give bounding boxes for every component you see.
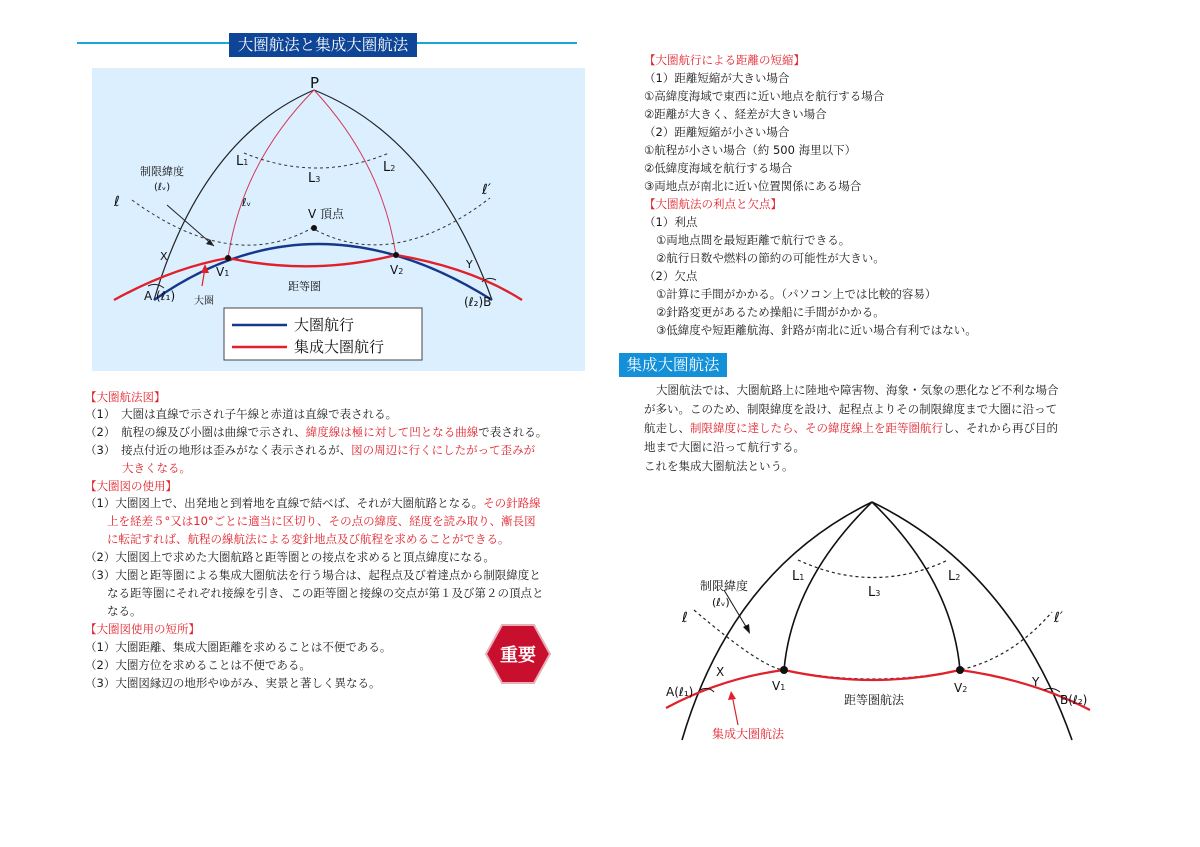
- left-line-2: （2） 航程の線及び小圏は曲線で示され、緯度線は極に対して凹となる曲線で表される。: [85, 425, 548, 439]
- f2-label-ell: ℓ: [682, 610, 688, 626]
- adv-line-7: ③低緯度や短距離航海、針路が南北に近い場合有利ではない。: [656, 323, 977, 337]
- use-line-3b: なる距等圏にそれぞれ接線を引き、この距等圏と接線の交点が第１及び第２の頂点と: [107, 586, 544, 600]
- meridian-left: [154, 90, 314, 300]
- f2-label-v1: V1: [772, 679, 786, 693]
- left-heading-3: 【大圏図使用の短所】: [85, 622, 200, 636]
- composite-route: [114, 255, 522, 300]
- adv-line-5: ①計算に手間がかかる。（パソコン上では比較的容易）: [656, 287, 937, 301]
- f2-label-b: B(ℓ₂): [1060, 693, 1088, 707]
- f2-label-l3: L3: [868, 585, 881, 600]
- f2-label-v2: V2: [954, 681, 968, 695]
- label-ellv: ℓᵥ: [242, 196, 252, 209]
- f2-label-ell-prime: ℓ′: [1054, 610, 1063, 626]
- label-y: Y: [466, 258, 473, 271]
- great-circle-diagram: [92, 68, 585, 371]
- left-line-1: （1） 大圏は直線で示され子午線と赤道は直線で表される。: [85, 407, 398, 421]
- adv-line-4: （2）欠点: [644, 269, 698, 283]
- composite-diagram: [612, 490, 1132, 750]
- adv-line-2: ①両地点間を最短距離で航行できる。: [656, 233, 851, 247]
- f2-label-limit-sym: (ℓᵥ): [712, 596, 730, 609]
- para-line-1: 大圏航法では、大圏航路上に陸地や障害物、海象・気象の悪化など不利な場合: [656, 383, 1059, 397]
- left-heading-1: 【大圏航法図】: [85, 390, 166, 404]
- legend-composite-label: 集成大圏航行: [294, 338, 385, 356]
- badge-label: 重要: [500, 645, 536, 666]
- label-x: X: [160, 250, 168, 263]
- right-line-7: ③両地点が南北に近い位置関係にある場合: [644, 179, 862, 193]
- right-heading-2: 【大圏航法の利点と欠点】: [644, 197, 782, 211]
- f2-label-composite: 集成大圏航法: [712, 727, 785, 741]
- f2-limit-latitude-line: [694, 610, 1052, 679]
- composite-figure: [612, 490, 1132, 750]
- label-l3: L3: [308, 171, 321, 186]
- label-l1: L1: [236, 154, 249, 169]
- left-line-3: （3） 接点付近の地形は歪みがなく表示されるが、図の周辺に行くにしたがって歪みが: [85, 443, 536, 457]
- point-vertex: [311, 225, 317, 231]
- f2-label-l1: L1: [792, 569, 805, 584]
- label-ell-prime: ℓ′: [482, 182, 491, 198]
- section-title-composite: 集成大圏航法: [619, 353, 727, 377]
- important-badge: [484, 623, 552, 685]
- right-heading-1: 【大圏航行による距離の短縮】: [644, 53, 805, 67]
- para-line-3: 航走し、制限緯度に達したら、その緯度線上を距等圏航行し、それから再び目的: [644, 421, 1058, 435]
- use-line-1b: 上を経差５°又は10°ごとに適当に区切り、その点の緯度、経度を読み取り、漸長図: [107, 514, 536, 528]
- use-line-1: （1）大圏図上で、出発地と到着地を直線で結べば、それが大圏航路となる。その針路線: [85, 496, 541, 510]
- label-v1: V1: [216, 265, 230, 279]
- f2-composite-arrow: [732, 695, 738, 725]
- point-v1: [225, 255, 231, 261]
- adv-line-1: （1）利点: [644, 215, 698, 229]
- use-line-2: （2）大圏図上で求めた大圏航路と距等圏との接点を求めると頂点緯度になる。: [85, 550, 495, 564]
- f2-limit-arrow-head: [743, 624, 750, 634]
- right-line-1: （1）距離短縮が大きい場合: [644, 71, 790, 85]
- adv-line-3: ②航行日数や燃料の節約の可能性が大きい。: [656, 251, 885, 265]
- label-p: P: [310, 74, 320, 92]
- label-daiken: 大圏: [194, 296, 214, 307]
- label-vertex: V 頂点: [308, 207, 345, 221]
- para-line-4: 地まで大圏に沿って航行する。: [644, 440, 805, 454]
- f2-label-parallel: 距等圏航法: [844, 693, 905, 707]
- adv-line-6: ②針路変更があるため操船に手間がかかる。: [656, 305, 885, 319]
- great-circle-figure: [92, 68, 585, 371]
- right-line-4: （2）距離短縮が小さい場合: [644, 125, 790, 139]
- right-line-2: ①高緯度海域で東西に近い地点を航行する場合: [644, 89, 885, 103]
- right-line-5: ①航程が小さい場合（約 500 海里以下）: [644, 143, 857, 157]
- f2-label-limit-lat: 制限緯度: [700, 579, 749, 593]
- use-line-3: （3）大圏と距等圏による集成大圏航法を行う場合は、起程点及び着達点から制限緯度と: [85, 568, 541, 582]
- f2-label-a: A(ℓ₁): [666, 685, 694, 699]
- demerit-line-1: （1）大圏距離、集成大圏距離を求めることは不便である。: [85, 640, 392, 654]
- angle-x: [148, 284, 164, 288]
- f2-label-l2: L2: [948, 569, 961, 584]
- para-line-5: これを集成大圏航法という。: [644, 459, 794, 473]
- f2-point-v1: [780, 666, 788, 674]
- legend-great-label: 大圏航行: [294, 316, 355, 334]
- label-b: (ℓ₂)B: [464, 295, 492, 309]
- label-l2: L2: [383, 160, 396, 175]
- label-limit-lat: 制限緯度: [140, 165, 184, 178]
- meridian-v1: [228, 90, 314, 258]
- label-a: A (ℓ₁): [144, 289, 176, 303]
- use-line-3c: なる。: [107, 604, 142, 618]
- label-parallel: 距等圏: [288, 280, 321, 293]
- left-heading-2: 【大圏図の使用】: [85, 479, 177, 493]
- page-title: 大圏航法と集成大圏航法: [229, 33, 417, 57]
- right-line-3: ②距離が大きく、経差が大きい場合: [644, 107, 827, 121]
- point-v2: [393, 252, 399, 258]
- f2-label-x: X: [716, 665, 725, 679]
- f2-point-v2: [956, 666, 964, 674]
- para-line-2: が多い。このため、制限緯度を設け、起程点よりその制限緯度まで大圏に沿って: [644, 402, 1058, 416]
- demerit-line-2: （2）大圏方位を求めることは不便である。: [85, 658, 311, 672]
- label-v2: V2: [390, 263, 404, 277]
- label-ell: ℓ: [114, 194, 120, 210]
- left-line-3-cont: 大きくなる。: [122, 461, 191, 475]
- f2-composite-arrow-head: [728, 691, 736, 700]
- f2-label-y: Y: [1032, 675, 1040, 689]
- demerit-line-3: （3）大圏図縁辺の地形やゆがみ、実景と著しく異なる。: [85, 676, 381, 690]
- label-limit-sym: (ℓᵥ): [154, 182, 171, 193]
- use-line-1c: に転記すれば、航程の線航法による変針地点及び航程を求めることができる。: [107, 532, 510, 546]
- right-line-6: ②低緯度海域を航行する場合: [644, 161, 793, 175]
